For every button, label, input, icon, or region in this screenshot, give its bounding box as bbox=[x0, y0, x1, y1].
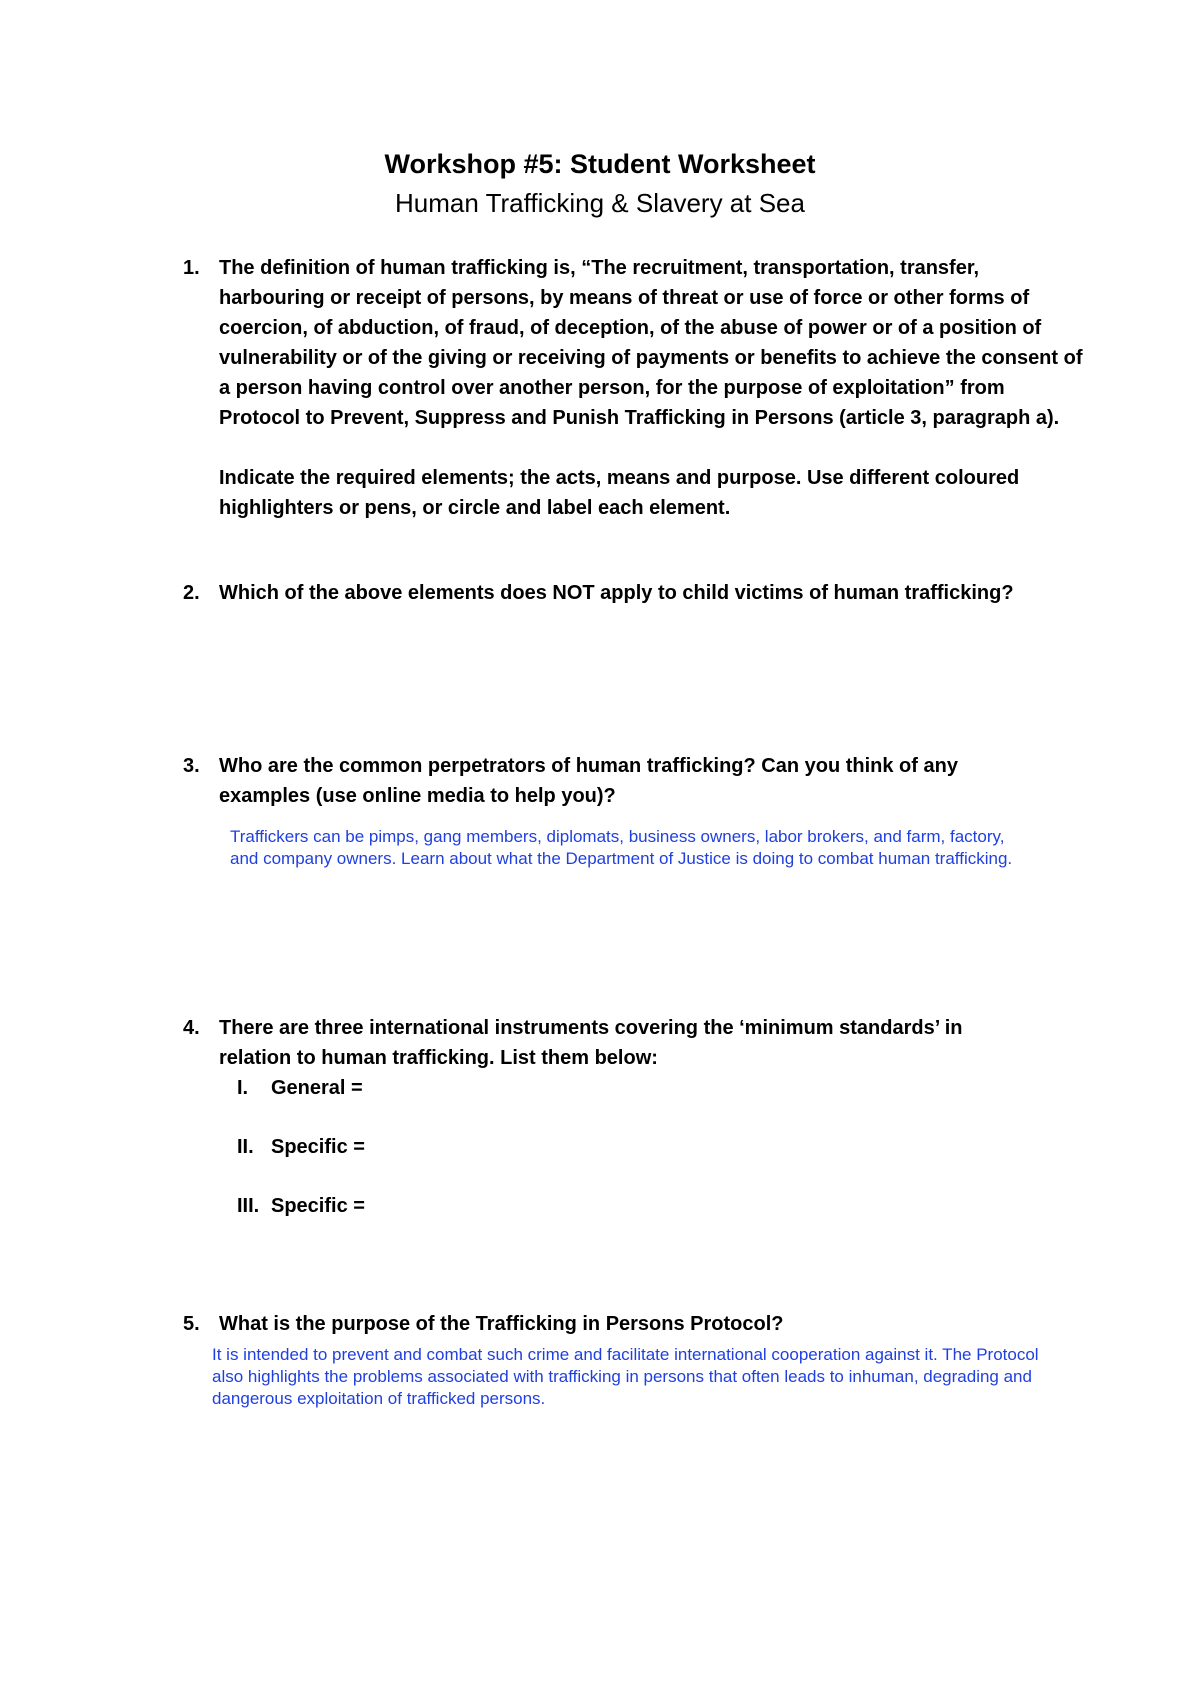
instrument-item bbox=[219, 1191, 365, 1221]
question-3-text: Who are the common perpetrators of human trafficking? Can you think of any examples (use online media to help you)? bbox=[219, 755, 958, 807]
page-title: Workshop #5: Student Worksheet bbox=[384, 149, 816, 179]
page-subtitle: Human Trafficking & Slavery at Sea bbox=[395, 188, 805, 218]
question-5-text: What is the purpose of the Trafficking in Persons Protocol? bbox=[219, 1313, 784, 1335]
instrument-label: General = bbox=[271, 1077, 363, 1099]
instrument-item bbox=[219, 1132, 365, 1162]
question-4 bbox=[183, 1013, 1083, 1073]
question-1-definition: The definition of human trafficking is, “The recruitment, transportation, transfer, harbouring or receipt of persons, by means of threat or use of force or other forms of coercion, of abduction, of fraud, of deception, of the abuse of power or of a position of vulnerability or of the giving or receiving of payments or benefits to achieve the consent of a person having control over another person, for the purpose of exploitation” from Protocol to Prevent, Suppress and Punish Trafficking in Persons (article 3, paragraph a). bbox=[219, 257, 1083, 429]
question-number: 2. bbox=[183, 582, 200, 604]
question-number: 5. bbox=[183, 1313, 200, 1335]
instrument-item bbox=[219, 1073, 363, 1103]
instrument-label: Specific = bbox=[271, 1195, 365, 1217]
instrument-numeral: III. bbox=[237, 1195, 260, 1217]
instrument-label: Specific = bbox=[271, 1136, 365, 1158]
answer-5: It is intended to prevent and combat such crime and facilitate international cooperation against it. The Protocol also highlights the problems associated with trafficking in persons that often leads to inhuman, degrading and dangerous exploitation of trafficked persons. bbox=[212, 1345, 1039, 1408]
question-1-instruction: Indicate the required elements; the acts, means and purpose. Use different coloured highlighters or pens, or circle and label each element. bbox=[219, 467, 1020, 519]
answer-3: Traffickers can be pimps, gang members, diplomats, business owners, labor brokers, and farm, factory, and company owners. Learn about what the Department of Justice is doing to combat human trafficking. bbox=[230, 827, 1013, 868]
question-number: 4. bbox=[183, 1017, 200, 1039]
instrument-numeral: I. bbox=[237, 1077, 249, 1099]
question-number: 3. bbox=[183, 755, 200, 777]
question-2 bbox=[183, 578, 1083, 608]
question-1 bbox=[183, 253, 1083, 523]
question-4-text: There are three international instruments covering the ‘minimum standards’ in relation to human trafficking. List them below: bbox=[219, 1017, 963, 1069]
question-2-text: Which of the above elements does NOT apply to child victims of human trafficking? bbox=[219, 582, 1014, 604]
question-number: 1. bbox=[183, 257, 200, 279]
question-5 bbox=[183, 1309, 1083, 1339]
question-3 bbox=[183, 751, 1083, 811]
instrument-numeral: II. bbox=[237, 1136, 254, 1158]
